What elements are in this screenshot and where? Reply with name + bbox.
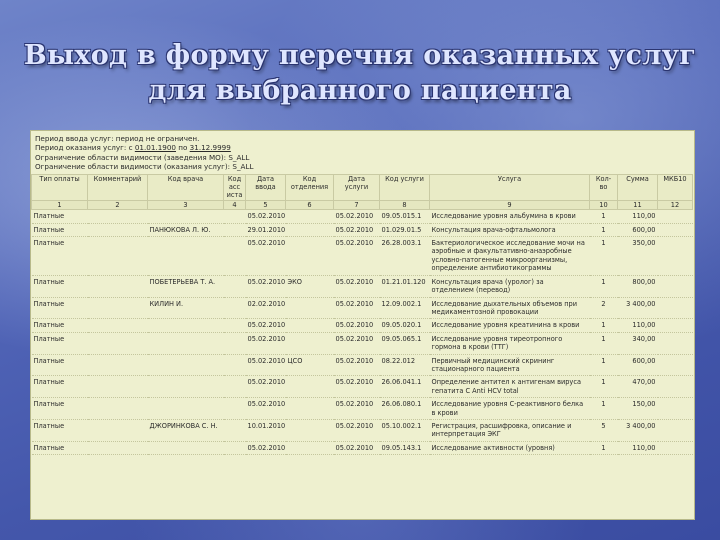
cell-comment: [88, 332, 148, 354]
cell-comment: [88, 376, 148, 398]
table-row[interactable]: [32, 376, 693, 398]
cell-amount: 800,00: [618, 275, 658, 297]
cell-doctor-code: [148, 398, 224, 420]
column-number-input-date: 5: [246, 200, 286, 209]
cell-department-code: [286, 237, 334, 276]
column-header-payment-type[interactable]: Тип оплаты: [32, 174, 88, 200]
cell-service-code: 01.029.01.5: [380, 223, 430, 236]
cell-payment-type: Платные: [32, 441, 88, 454]
column-number-doctor-code: 3: [148, 200, 224, 209]
cell-service-name: Определение антител к антигенам вируса гепатита С Anti HCV total: [430, 376, 590, 398]
column-number-department-code: 6: [286, 200, 334, 209]
cell-doctor-code: ДЖОРИНКОВА С. Н.: [148, 419, 224, 441]
cell-quantity: 1: [590, 354, 618, 376]
table-header: [32, 174, 693, 210]
cell-department-code: [286, 210, 334, 223]
cell-doctor-code: ПОБЕТЕРЬЕВА Т. А.: [148, 275, 224, 297]
cell-service-date: 05.02.2010: [334, 297, 380, 319]
cell-icd10: [658, 319, 693, 332]
cell-service-name: Консультация врача-офтальмолога: [430, 223, 590, 236]
cell-service-date: 05.02.2010: [334, 332, 380, 354]
table-row[interactable]: [32, 223, 693, 236]
column-number-service-date: 7: [334, 200, 380, 209]
cell-input-date: 05.02.2010: [246, 210, 286, 223]
column-header-icd10[interactable]: МКБ10: [658, 174, 693, 200]
cell-service-code: 26.06.080.1: [380, 398, 430, 420]
cell-service-date: 05.02.2010: [334, 354, 380, 376]
cell-service-code: 09.05.020.1: [380, 319, 430, 332]
cell-input-date: 05.02.2010: [246, 332, 286, 354]
cell-quantity: 1: [590, 210, 618, 223]
cell-amount: 600,00: [618, 223, 658, 236]
cell-assistant-code: [224, 297, 246, 319]
cell-assistant-code: [224, 223, 246, 236]
cell-icd10: [658, 332, 693, 354]
cell-service-code: 26.06.041.1: [380, 376, 430, 398]
cell-service-name: Исследование дыхательных объемов при медикаментозной провокации: [430, 297, 590, 319]
column-header-doctor-code[interactable]: Код врача: [148, 174, 224, 200]
cell-input-date: 02.02.2010: [246, 297, 286, 319]
filter-visibility-services: Ограничение области видимости (оказания услуг): S_ALL: [35, 162, 254, 172]
cell-payment-type: Платные: [32, 419, 88, 441]
cell-payment-type: Платные: [32, 332, 88, 354]
cell-input-date: 05.02.2010: [246, 398, 286, 420]
cell-service-name: Исследование уровня альбумина в крови: [430, 210, 590, 223]
cell-service-date: 05.02.2010: [334, 223, 380, 236]
cell-service-code: 26.28.003.1: [380, 237, 430, 276]
filter-input-period: Период ввода услуг: период не ограничен.: [35, 134, 200, 143]
column-number-icd10: 12: [658, 200, 693, 209]
cell-input-date: 29.01.2010: [246, 223, 286, 236]
column-header-service-code[interactable]: Код услуги: [380, 174, 430, 200]
slide-title: [0, 38, 720, 108]
cell-doctor-code: [148, 319, 224, 332]
table-row[interactable]: [32, 237, 693, 276]
column-header-assistant-code[interactable]: Код асс иста: [224, 174, 246, 200]
column-header-comment[interactable]: Комментарий: [88, 174, 148, 200]
cell-doctor-code: [148, 441, 224, 454]
cell-department-code: ЭКО: [286, 275, 334, 297]
cell-department-code: [286, 441, 334, 454]
cell-service-name: Исследование активности (уровня): [430, 441, 590, 454]
cell-department-code: [286, 376, 334, 398]
table-row[interactable]: [32, 297, 693, 319]
cell-amount: 3 400,00: [618, 297, 658, 319]
cell-assistant-code: [224, 332, 246, 354]
column-header-department-code[interactable]: Код отделения: [286, 174, 334, 200]
cell-input-date: 05.02.2010: [246, 275, 286, 297]
cell-department-code: [286, 297, 334, 319]
cell-doctor-code: [148, 376, 224, 398]
cell-comment: [88, 354, 148, 376]
column-header-quantity[interactable]: Кол-во: [590, 174, 618, 200]
cell-amount: 340,00: [618, 332, 658, 354]
cell-service-date: 05.02.2010: [334, 319, 380, 332]
cell-service-code: 05.10.002.1: [380, 419, 430, 441]
cell-amount: 150,00: [618, 398, 658, 420]
cell-service-date: 05.02.2010: [334, 441, 380, 454]
column-number-quantity: 10: [590, 200, 618, 209]
cell-comment: [88, 237, 148, 276]
column-number-amount: 11: [618, 200, 658, 209]
cell-input-date: 05.02.2010: [246, 441, 286, 454]
cell-input-date: 05.02.2010: [246, 237, 286, 276]
services-table: [31, 174, 693, 456]
cell-quantity: 2: [590, 297, 618, 319]
column-number-payment-type: 1: [32, 200, 88, 209]
cell-amount: 350,00: [618, 237, 658, 276]
cell-comment: [88, 419, 148, 441]
cell-department-code: [286, 223, 334, 236]
table-row[interactable]: [32, 210, 693, 223]
cell-quantity: 1: [590, 319, 618, 332]
table-row[interactable]: [32, 354, 693, 376]
slide-title-line-1: Выход в форму перечня оказанных услуг: [23, 40, 697, 71]
cell-amount: 110,00: [618, 319, 658, 332]
column-header-input-date[interactable]: Дата ввода: [246, 174, 286, 200]
cell-payment-type: Платные: [32, 319, 88, 332]
cell-department-code: [286, 332, 334, 354]
filter-visibility-institutions: Ограничение области видимости (заведения МО): S_ALL: [35, 152, 250, 162]
cell-service-date: 05.02.2010: [334, 237, 380, 276]
cell-department-code: [286, 398, 334, 420]
column-number-service-code: 8: [380, 200, 430, 209]
cell-quantity: 1: [590, 223, 618, 236]
cell-comment: [88, 441, 148, 454]
cell-assistant-code: [224, 441, 246, 454]
filter-service-period-mid: по: [176, 143, 190, 153]
column-header-service-date[interactable]: Дата услуги: [334, 174, 380, 200]
filter-date-to[interactable]: 31.12.9999: [189, 143, 231, 153]
table-row[interactable]: [32, 275, 693, 297]
cell-amount: 110,00: [618, 441, 658, 454]
cell-comment: [88, 210, 148, 223]
table-row[interactable]: [32, 441, 693, 454]
cell-assistant-code: [224, 237, 246, 276]
cell-service-name: Исследование уровня С-реактивного белка в крови: [430, 398, 590, 420]
cell-icd10: [658, 210, 693, 223]
cell-doctor-code: [148, 332, 224, 354]
cell-service-name: Консультация врача (уролог) за отделением (перевод): [430, 275, 590, 297]
cell-service-name: Исследование уровня креатинина в крови: [430, 319, 590, 332]
cell-amount: 600,00: [618, 354, 658, 376]
cell-doctor-code: [148, 210, 224, 223]
cell-assistant-code: [224, 319, 246, 332]
cell-payment-type: Платные: [32, 237, 88, 276]
cell-service-date: 05.02.2010: [334, 210, 380, 223]
cell-doctor-code: [148, 354, 224, 376]
cell-quantity: 1: [590, 398, 618, 420]
cell-payment-type: Платные: [32, 398, 88, 420]
filter-date-from[interactable]: 01.01.1900: [134, 143, 176, 153]
column-header-service-name[interactable]: Услуга: [430, 174, 590, 200]
cell-input-date: 05.02.2010: [246, 319, 286, 332]
cell-assistant-code: [224, 354, 246, 376]
cell-amount: 470,00: [618, 376, 658, 398]
cell-icd10: [658, 419, 693, 441]
cell-icd10: [658, 441, 693, 454]
cell-service-date: 05.02.2010: [334, 398, 380, 420]
filter-service-period-prefix: Период оказания услуг: с: [35, 143, 135, 153]
cell-department-code: [286, 419, 334, 441]
cell-service-code: 09.05.015.1: [380, 210, 430, 223]
cell-icd10: [658, 237, 693, 276]
cell-input-date: 05.02.2010: [246, 354, 286, 376]
cell-input-date: 05.02.2010: [246, 376, 286, 398]
cell-assistant-code: [224, 210, 246, 223]
cell-comment: [88, 319, 148, 332]
cell-service-date: 05.02.2010: [334, 275, 380, 297]
cell-comment: [88, 223, 148, 236]
cell-payment-type: Платные: [32, 275, 88, 297]
table-body: [32, 210, 693, 455]
cell-quantity: 1: [590, 376, 618, 398]
column-number-comment: 2: [88, 200, 148, 209]
cell-icd10: [658, 354, 693, 376]
cell-payment-type: Платные: [32, 354, 88, 376]
cell-service-code: 08.22.012: [380, 354, 430, 376]
cell-comment: [88, 297, 148, 319]
cell-service-name: Первичный медицинский скрининг стационарного пациента: [430, 354, 590, 376]
report-filters: [31, 131, 694, 172]
cell-icd10: [658, 275, 693, 297]
cell-department-code: ЦСО: [286, 354, 334, 376]
cell-icd10: [658, 223, 693, 236]
table-row[interactable]: [32, 332, 693, 354]
cell-service-name: Бактериологическое исследование мочи на аэробные и факультативно-анаэробные условно-патогенные микроорганизмы, определение антибиотикограммы: [430, 237, 590, 276]
table-row[interactable]: [32, 398, 693, 420]
cell-quantity: 1: [590, 441, 618, 454]
cell-department-code: [286, 319, 334, 332]
cell-input-date: 10.01.2010: [246, 419, 286, 441]
cell-service-name: Исследование уровня тиреотропного гормона в крови (ТТГ): [430, 332, 590, 354]
cell-payment-type: Платные: [32, 376, 88, 398]
cell-icd10: [658, 297, 693, 319]
cell-service-name: Регистрация, расшифровка, описание и интерпретация ЭКГ: [430, 419, 590, 441]
cell-quantity: 1: [590, 237, 618, 276]
table-row[interactable]: [32, 319, 693, 332]
cell-amount: 110,00: [618, 210, 658, 223]
cell-payment-type: Платные: [32, 297, 88, 319]
cell-assistant-code: [224, 275, 246, 297]
cell-comment: [88, 275, 148, 297]
cell-amount: 3 400,00: [618, 419, 658, 441]
cell-doctor-code: ПАНЮКОВА Л. Ю.: [148, 223, 224, 236]
cell-quantity: 1: [590, 275, 618, 297]
cell-assistant-code: [224, 419, 246, 441]
cell-service-code: 09.05.143.1: [380, 441, 430, 454]
cell-payment-type: Платные: [32, 223, 88, 236]
cell-service-date: 05.02.2010: [334, 419, 380, 441]
filter-service-period: [35, 143, 694, 152]
cell-comment: [88, 398, 148, 420]
cell-service-code: 09.05.065.1: [380, 332, 430, 354]
cell-quantity: 5: [590, 419, 618, 441]
cell-icd10: [658, 376, 693, 398]
table-row[interactable]: [32, 419, 693, 441]
cell-payment-type: Платные: [32, 210, 88, 223]
cell-doctor-code: КИЛИН И.: [148, 297, 224, 319]
services-report: [30, 130, 695, 520]
cell-icd10: [658, 398, 693, 420]
cell-assistant-code: [224, 398, 246, 420]
cell-service-date: 05.02.2010: [334, 376, 380, 398]
cell-service-code: 01.21.01.120: [380, 275, 430, 297]
cell-quantity: 1: [590, 332, 618, 354]
cell-assistant-code: [224, 376, 246, 398]
column-header-amount[interactable]: Сумма: [618, 174, 658, 200]
cell-doctor-code: [148, 237, 224, 276]
cell-service-code: 12.09.002.1: [380, 297, 430, 319]
column-number-assistant-code: 4: [224, 200, 246, 209]
column-number-service-name: 9: [430, 200, 590, 209]
slide-title-line-2: для выбранного пациента: [148, 75, 572, 106]
